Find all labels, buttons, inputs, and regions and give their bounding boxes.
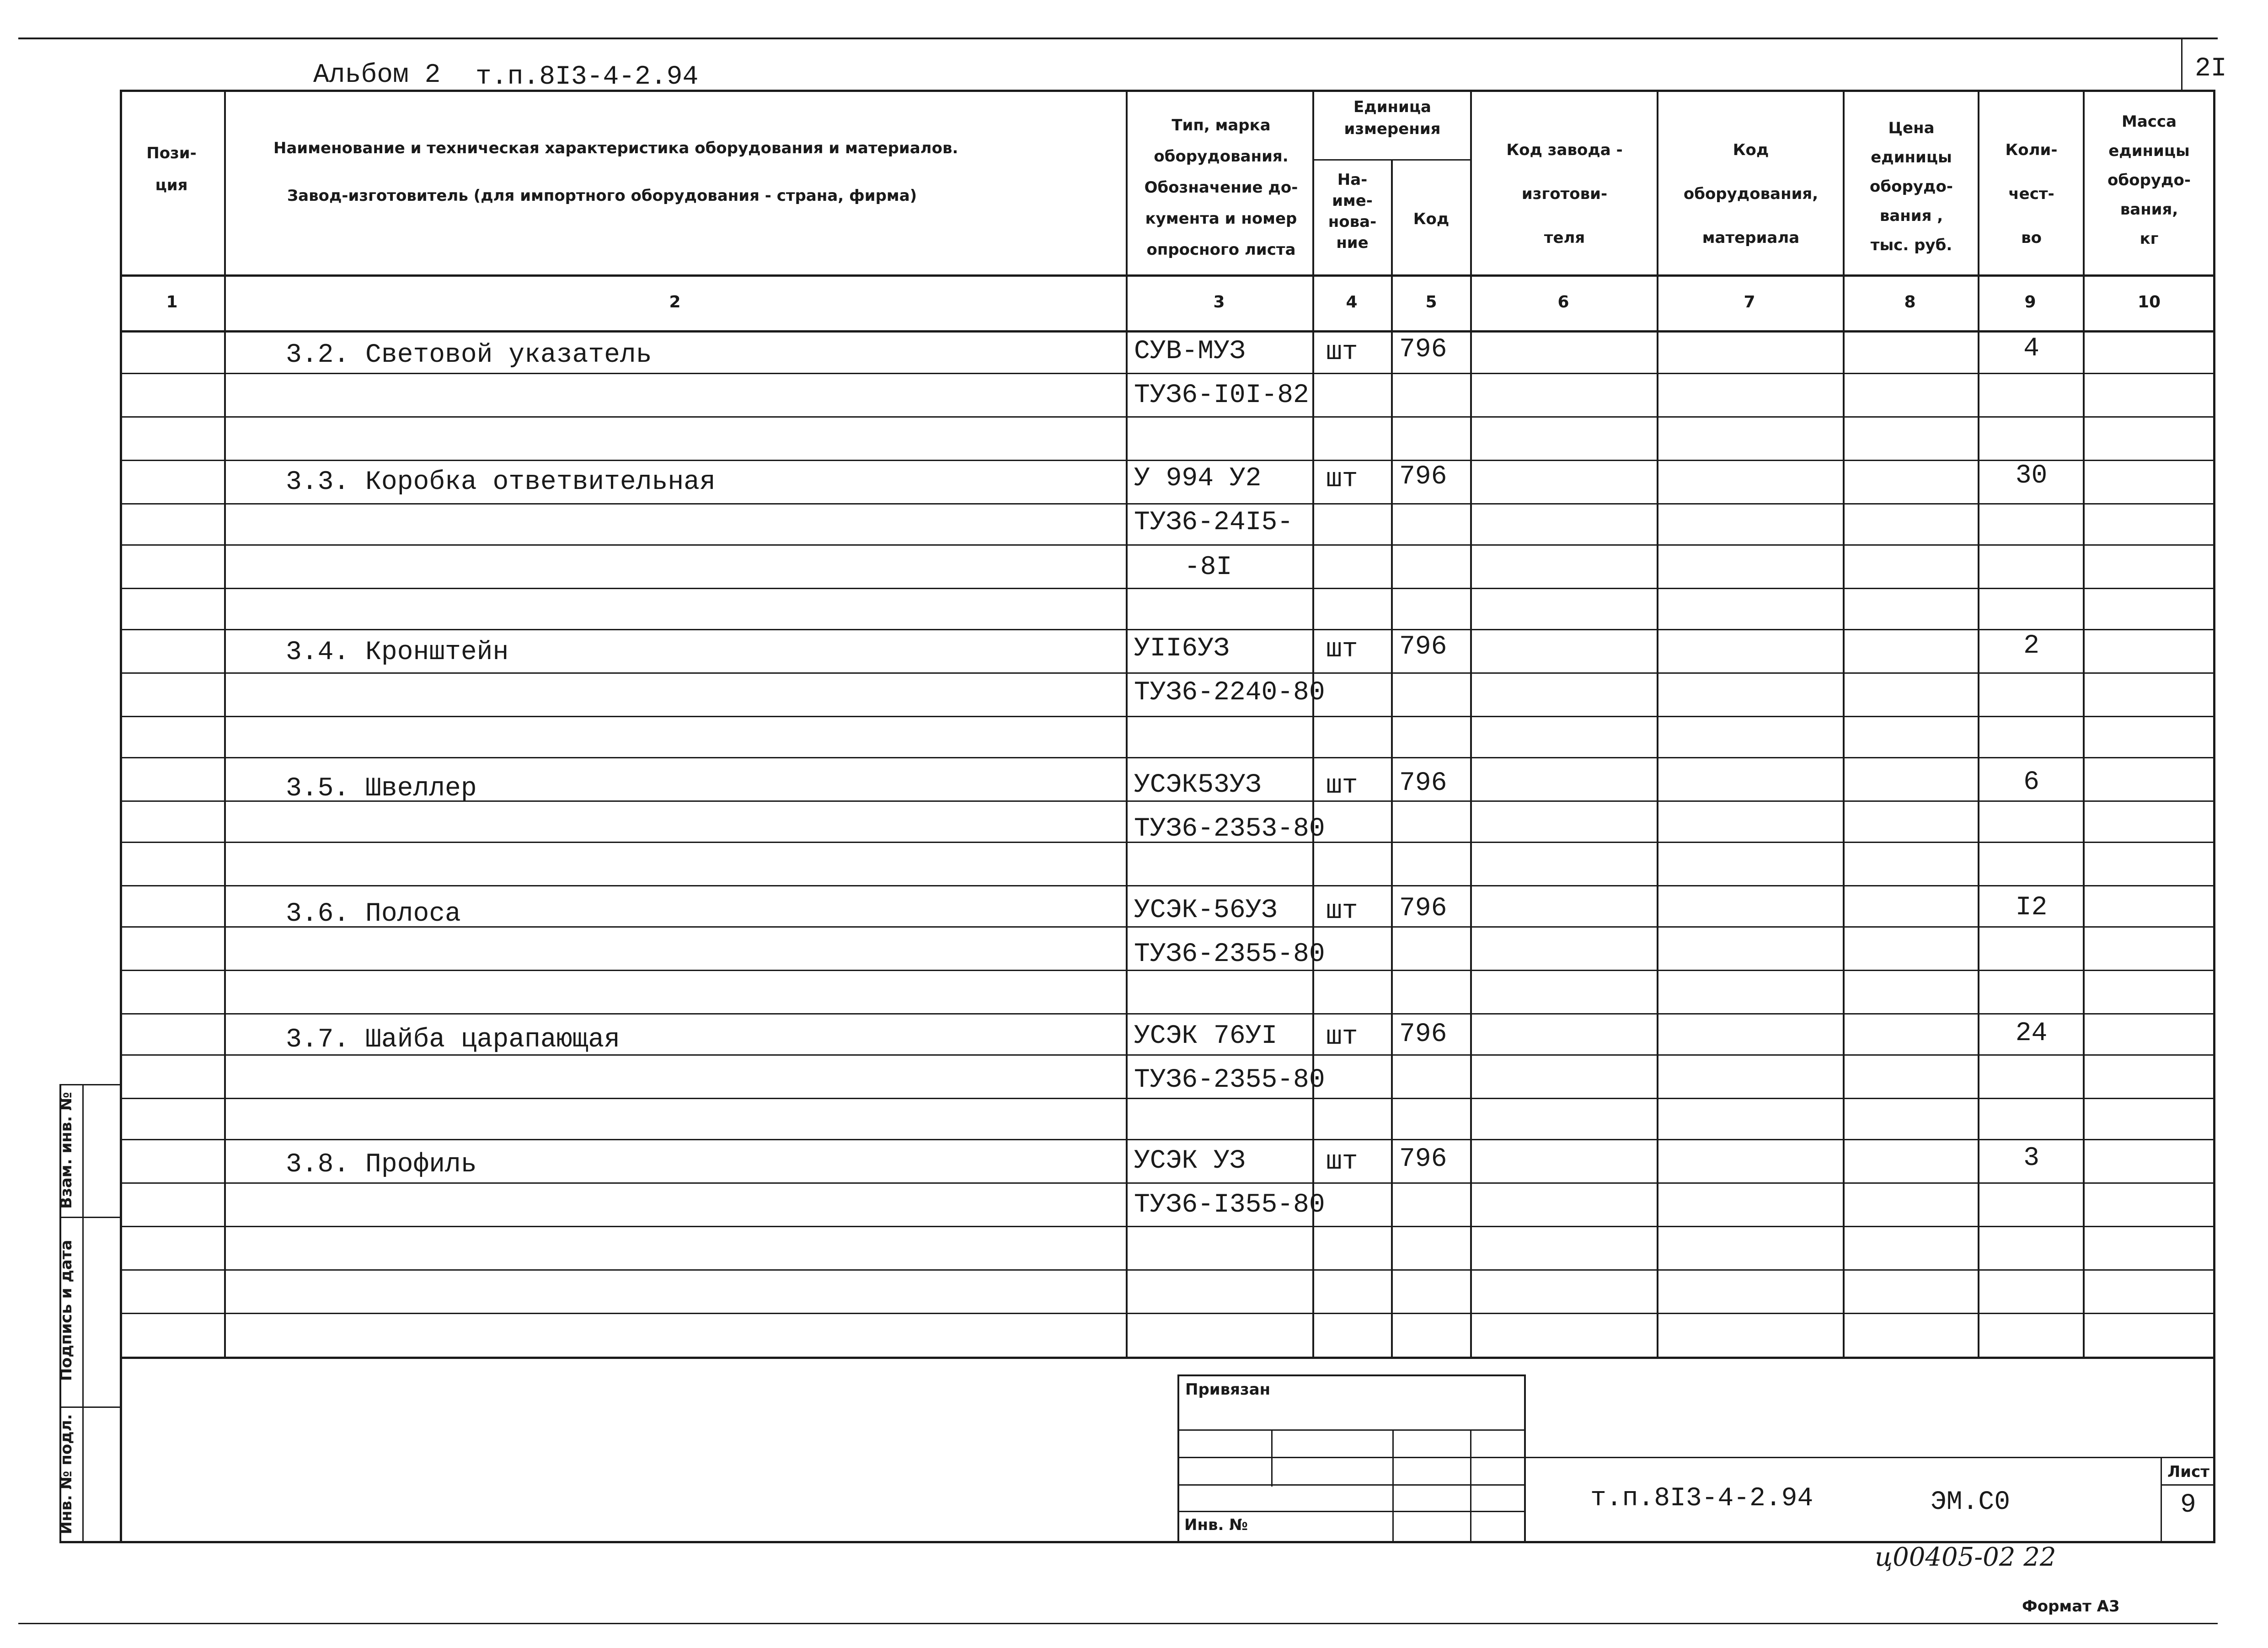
col-line-3	[1312, 90, 1314, 1359]
item-name: 3.2. Световой указатель	[286, 340, 652, 370]
item-spec: ТУЗ6-2353-80	[1134, 814, 1325, 844]
c8-head-line: вания ,	[1879, 207, 1943, 225]
col5-header: Код	[1413, 210, 1450, 228]
item-spec: -8I	[1184, 553, 1232, 582]
c10-head-line: оборудо-	[2108, 171, 2191, 189]
item-name: 3.4. Кронштейн	[286, 638, 509, 667]
item-code: 796	[1399, 1020, 1447, 1049]
c7-head-line: Код	[1733, 141, 1769, 159]
c4-head-line: име-	[1332, 192, 1373, 210]
item-unit: шт	[1326, 1147, 1358, 1177]
column-number: 9	[2024, 293, 2036, 311]
item-unit: шт	[1326, 771, 1358, 801]
item-unit: шт	[1326, 1022, 1358, 1052]
col6-header	[1472, 128, 1657, 260]
row-separator	[120, 970, 2215, 971]
row-separator	[120, 588, 2215, 589]
col-line-1	[224, 90, 226, 1359]
stamp-vzam: Взам. инв. №	[57, 1092, 75, 1209]
col-line-8	[1978, 90, 1979, 1359]
column-number: 5	[1425, 293, 1437, 311]
item-qty: 24	[2015, 1019, 2048, 1048]
list-label: Лист	[2167, 1463, 2209, 1481]
c4-head-line: ние	[1336, 234, 1369, 252]
c9-head-line: чест-	[2008, 185, 2054, 203]
stamp-mid	[82, 1084, 84, 1542]
privyazan-label: Привязан	[1185, 1380, 1271, 1399]
item-type: У 994 У2	[1134, 464, 1262, 494]
item-qty: 4	[2023, 334, 2039, 364]
row-separator	[120, 1098, 2215, 1099]
c6-head-line: теля	[1544, 229, 1585, 247]
list-number: 9	[2180, 1490, 2196, 1520]
sheet-box-left	[2181, 38, 2182, 90]
doc-mark: ЭМ.С0	[1931, 1487, 2011, 1517]
top-rule	[18, 38, 2218, 39]
c6-head-line: изготови-	[1521, 185, 1608, 203]
item-code: 796	[1399, 768, 1447, 798]
row-separator	[120, 885, 2215, 886]
item-qty: 30	[2015, 461, 2048, 491]
item-code: 796	[1399, 335, 1447, 365]
tb-v1	[1271, 1429, 1273, 1487]
unit-group-header: Единица измерения	[1344, 98, 1441, 138]
row-separator	[120, 544, 2215, 546]
c10-head-line: кг	[2140, 230, 2159, 248]
header-bottom	[120, 274, 2215, 277]
row-separator	[120, 1182, 2215, 1184]
col-line-4	[1391, 159, 1393, 1359]
row-separator	[120, 716, 2215, 717]
c4-head-line: На-	[1337, 171, 1368, 189]
c7-head-line: оборудования,	[1683, 185, 1819, 203]
frame-left	[120, 90, 122, 1542]
row-separator	[120, 1139, 2215, 1140]
tb-list-div	[2161, 1484, 2215, 1486]
col3-header	[1133, 110, 1309, 265]
item-name: 3.8. Профиль	[286, 1150, 477, 1180]
inv-no-label: Инв. №	[1184, 1516, 1248, 1534]
tb-v2	[1392, 1429, 1394, 1541]
item-spec: ТУЗ6-I0I-82	[1134, 381, 1309, 410]
c6-head-line: Код завода -	[1506, 141, 1623, 159]
item-type: УСЭК53УЗ	[1134, 770, 1262, 800]
item-name: 3.6. Полоса	[286, 899, 461, 929]
stamp-podpis: Подпись и дата	[57, 1240, 75, 1381]
item-code: 796	[1399, 462, 1447, 492]
stamp-inv: Инв. № подл.	[57, 1414, 75, 1535]
colnum-bottom	[120, 330, 2215, 333]
item-qty: 2	[2023, 631, 2039, 661]
item-type: СУВ-МУЗ	[1134, 337, 1246, 366]
row-separator	[120, 1313, 2215, 1314]
column-number: 6	[1557, 293, 1569, 311]
col-line-5	[1470, 90, 1472, 1359]
item-spec: ТУЗ6-2355-80	[1134, 1065, 1325, 1095]
format-label: Формат А3	[2022, 1597, 2120, 1616]
item-unit: шт	[1326, 635, 1358, 665]
column-number: 2	[669, 293, 681, 311]
c8-head-line: тыс. руб.	[1870, 236, 1952, 254]
row-separator	[120, 672, 2215, 674]
row-separator	[120, 503, 2215, 505]
col-line-2	[1126, 90, 1128, 1359]
col8-header	[1845, 113, 1978, 260]
item-code: 796	[1399, 894, 1447, 923]
item-unit: шт	[1326, 338, 1358, 367]
tb-privyazan-top	[1177, 1374, 1525, 1376]
col-line-9	[2083, 90, 2085, 1359]
item-qty: I2	[2015, 893, 2048, 923]
c10-head-line: единицы	[2108, 142, 2190, 160]
column-number: 3	[1213, 293, 1225, 311]
tb-v3	[1470, 1429, 1471, 1541]
column-number: 7	[1744, 293, 1755, 311]
tb-doc-top	[1525, 1457, 2215, 1458]
item-name: 3.3. Коробка ответвительная	[286, 467, 716, 497]
c3-head-line: Обозначение до-	[1144, 178, 1298, 197]
tb-h3	[1177, 1484, 1525, 1486]
table-bottom	[120, 1357, 2215, 1359]
item-spec: ТУЗ6-2240-80	[1134, 678, 1325, 708]
item-type: УСЭК-56УЗ	[1134, 896, 1278, 925]
row-separator	[120, 416, 2215, 418]
row-separator	[120, 373, 2215, 374]
column-number: 8	[1904, 293, 1916, 311]
c8-head-line: Цена	[1888, 119, 1935, 137]
c10-head-line: Масса	[2121, 113, 2177, 131]
c3-head-line: кумента и номер	[1145, 209, 1297, 228]
tb-h2	[1177, 1457, 1525, 1458]
c7-head-line: материала	[1702, 229, 1800, 247]
item-name: 3.7. Шайба царапающая	[286, 1025, 620, 1055]
c3-head-line: оборудования.	[1154, 147, 1289, 166]
column-number: 1	[166, 293, 178, 311]
item-qty: 3	[2023, 1143, 2039, 1173]
item-unit: шт	[1326, 896, 1358, 926]
col2-header-line2: Завод-изготовитель (для импортного оборудования - страна, фирма)	[287, 187, 917, 205]
col7-header	[1659, 128, 1843, 260]
tb-list-left	[2161, 1457, 2162, 1541]
row-separator	[120, 1013, 2215, 1015]
column-number: 4	[1346, 293, 1358, 311]
c9-head-line: Коли-	[2005, 141, 2058, 159]
item-spec: ТУЗ6-I355-80	[1134, 1190, 1325, 1220]
item-type: УII6УЗ	[1134, 634, 1230, 664]
c8-head-line: единицы	[1871, 148, 1952, 166]
album-label: Альбом 2	[313, 60, 441, 90]
frame-right	[2213, 90, 2215, 1542]
row-separator	[120, 1269, 2215, 1271]
c9-head-line: во	[2021, 229, 2042, 247]
item-type: УСЭК 76УI	[1134, 1021, 1278, 1051]
row-separator	[120, 1226, 2215, 1227]
item-code: 796	[1399, 632, 1447, 662]
item-spec: ТУЗ6-2355-80	[1134, 939, 1325, 969]
item-qty: 6	[2023, 768, 2039, 797]
col9-header	[1980, 128, 2083, 260]
c4-head-line: нова-	[1328, 213, 1377, 231]
item-code: 796	[1399, 1144, 1447, 1174]
handwritten-number: ц00405-02 22	[1875, 1542, 2056, 1572]
c8-head-line: оборудо-	[1870, 177, 1953, 196]
bottom-edge	[18, 1623, 2218, 1624]
row-separator	[120, 629, 2215, 630]
project-label: т.п.8I3-4-2.94	[476, 62, 699, 92]
col2-header-line1: Наименование и техническая характеристика оборудования и материалов.	[273, 139, 958, 157]
row-separator	[120, 460, 2215, 461]
c10-head-line: вания,	[2120, 200, 2178, 219]
tb-h4	[1177, 1511, 1525, 1512]
item-type: УСЭК УЗ	[1134, 1146, 1246, 1176]
item-spec: ТУЗ6-24I5-	[1134, 508, 1294, 537]
column-number: 10	[2137, 293, 2161, 311]
col10-header	[2085, 107, 2213, 253]
item-unit: шт	[1326, 465, 1358, 494]
row-separator	[120, 757, 2215, 758]
col4-header	[1315, 169, 1390, 253]
item-name: 3.5. Швеллер	[286, 774, 477, 804]
col1-header: Пози- ция	[146, 144, 197, 194]
sheet-number: 2I	[2195, 54, 2227, 84]
tb-h1	[1177, 1429, 1525, 1431]
c3-head-line: Тип, марка	[1171, 116, 1271, 134]
col-line-6	[1657, 90, 1658, 1359]
c3-head-line: опросного листа	[1146, 241, 1296, 259]
col-line-7	[1843, 90, 1845, 1359]
doc-code: т.п.8I3-4-2.94	[1590, 1484, 1813, 1514]
